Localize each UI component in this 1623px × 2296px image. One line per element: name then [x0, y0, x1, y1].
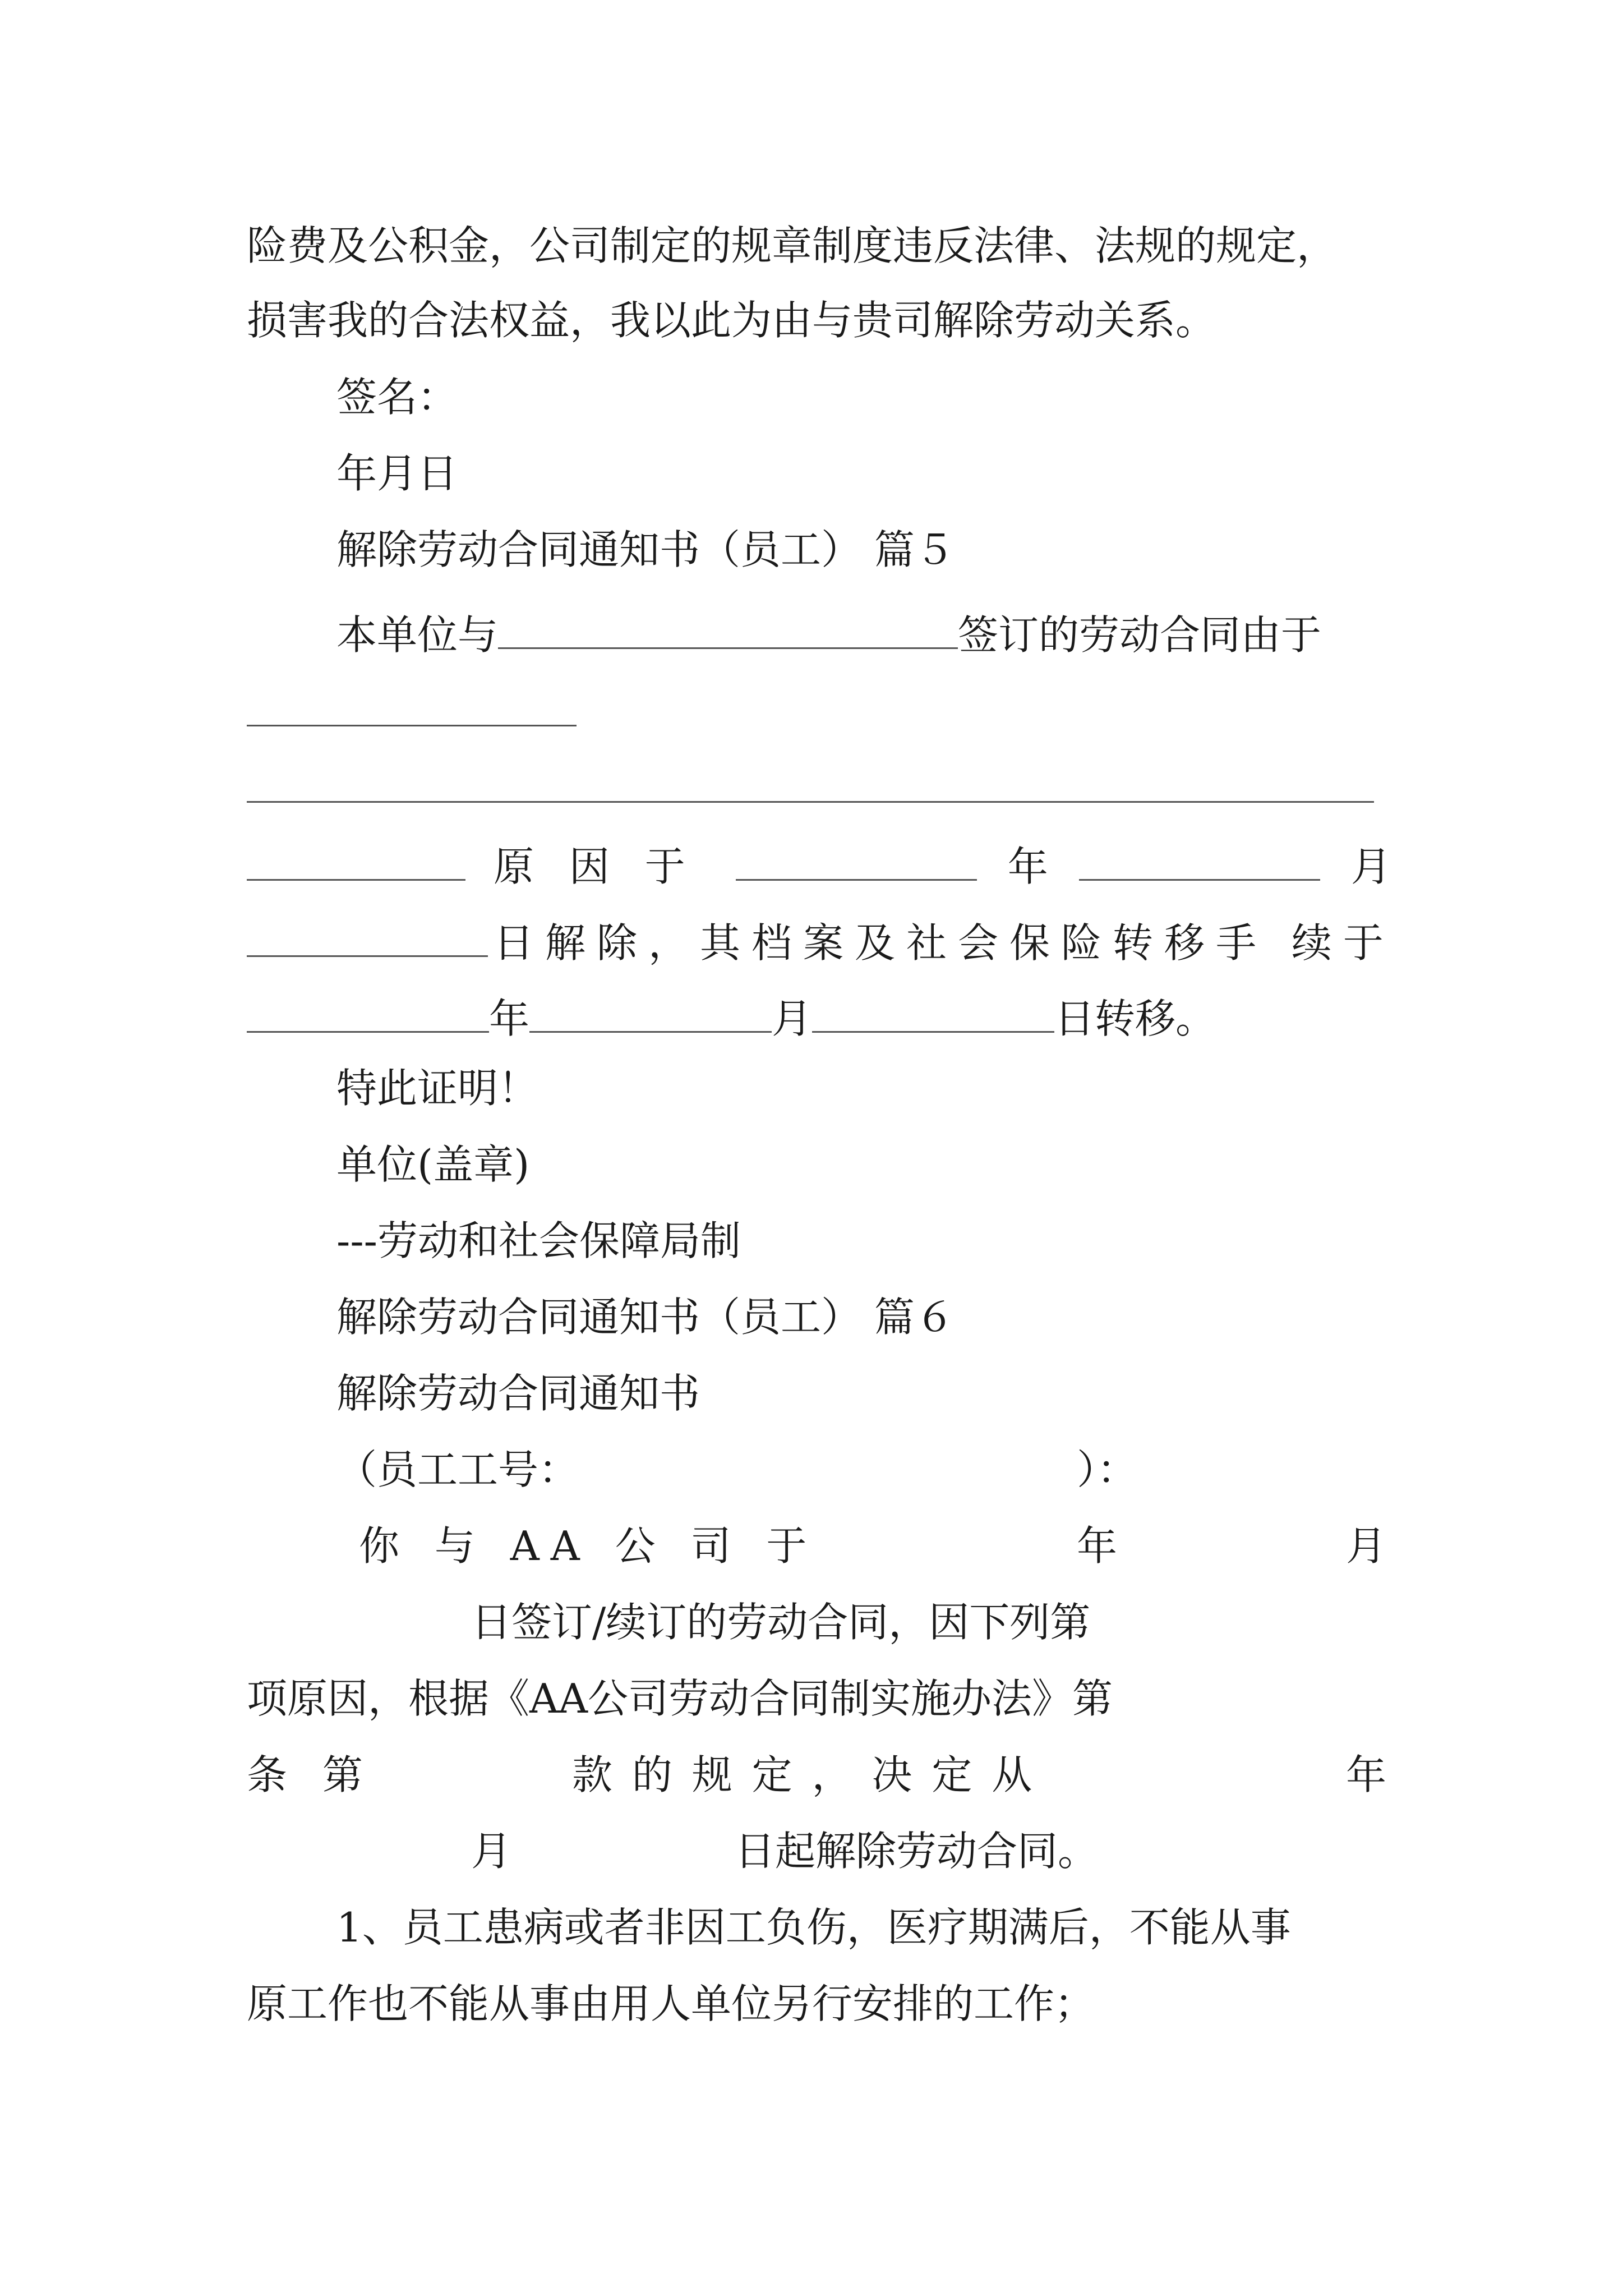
blank-line — [247, 991, 489, 1033]
text-fragment: 本单位与 — [336, 611, 499, 659]
text-fragment: 签订的劳动合同由于 — [958, 611, 1322, 659]
text-fragment: 年 — [489, 995, 530, 1042]
paragraph-line: 月 — [471, 1828, 512, 1875]
paragraph-line: （员工工号： — [336, 1446, 579, 1493]
paragraph-line: 损害我的合法权益，我以此为由与贵司解除劳动关系。 — [247, 297, 1216, 344]
paragraph-line: 日起解除劳动合同。 — [735, 1828, 1099, 1875]
document-title: 解除劳动合同通知书 — [336, 1370, 700, 1417]
blank-line — [812, 991, 1054, 1033]
paragraph-line — [336, 607, 1322, 659]
paragraph-line: 单位(盖章) — [336, 1141, 530, 1188]
blank-line — [529, 991, 772, 1033]
blank-line — [247, 801, 1374, 803]
text-fragment: 日解除，其档案及社会保险转移手 续于 — [494, 919, 1395, 967]
text-fragment: 原 因 于 — [494, 843, 697, 890]
paragraph-line: 项原因，根据《AA公司劳动合同制实施办法》第 — [247, 1675, 1113, 1722]
blank-line — [247, 839, 465, 881]
paragraph-line: 日签订/续订的劳动合同，因下列第 — [471, 1599, 1091, 1646]
blank-line — [1079, 839, 1320, 881]
paragraph-line — [247, 991, 1216, 1042]
paragraph-line: 特此证明！ — [336, 1065, 539, 1112]
blank-line — [498, 607, 958, 649]
paragraph-line — [247, 839, 1391, 890]
blank-line — [736, 839, 977, 881]
text-fragment: 月 — [1350, 843, 1391, 890]
paragraph-line: 年 — [1346, 1751, 1387, 1798]
date-label: 年月日 — [336, 450, 458, 497]
paragraph-line: 月 — [1346, 1522, 1387, 1570]
paragraph-line — [247, 915, 1395, 967]
paragraph-line: 险费及公积金，公司制定的规章制度违反法律、法规的规定， — [247, 222, 1338, 269]
paragraph-line: 款 的 规 定 ， 决 定 从 — [572, 1751, 1036, 1798]
section-heading: 解除劳动合同通知书（员工） 篇６ — [336, 1294, 955, 1341]
section-heading: 解除劳动合同通知书（员工） 篇５ — [336, 526, 955, 573]
paragraph-line: 条 第 — [247, 1751, 374, 1798]
text-fragment: 年 — [1007, 843, 1048, 890]
blank-line — [247, 725, 577, 726]
list-item: 原工作也不能从事由用人单位另行安排的工作； — [247, 1980, 1095, 2027]
blank-line — [247, 915, 488, 957]
paragraph-line: ）： — [1077, 1446, 1138, 1493]
signature-label: 签名： — [336, 374, 458, 421]
paragraph-line: 你 与 AA 公 司 于 — [359, 1522, 818, 1570]
paragraph-line: ---劳动和社会保障局制 — [336, 1217, 741, 1264]
text-fragment: 日转移。 — [1054, 995, 1216, 1042]
list-item: 1、员工患病或者非因工负伤，医疗期满后，不能从事 — [336, 1904, 1291, 1951]
paragraph-line: 年 — [1077, 1522, 1118, 1570]
text-fragment: 月 — [772, 995, 813, 1042]
